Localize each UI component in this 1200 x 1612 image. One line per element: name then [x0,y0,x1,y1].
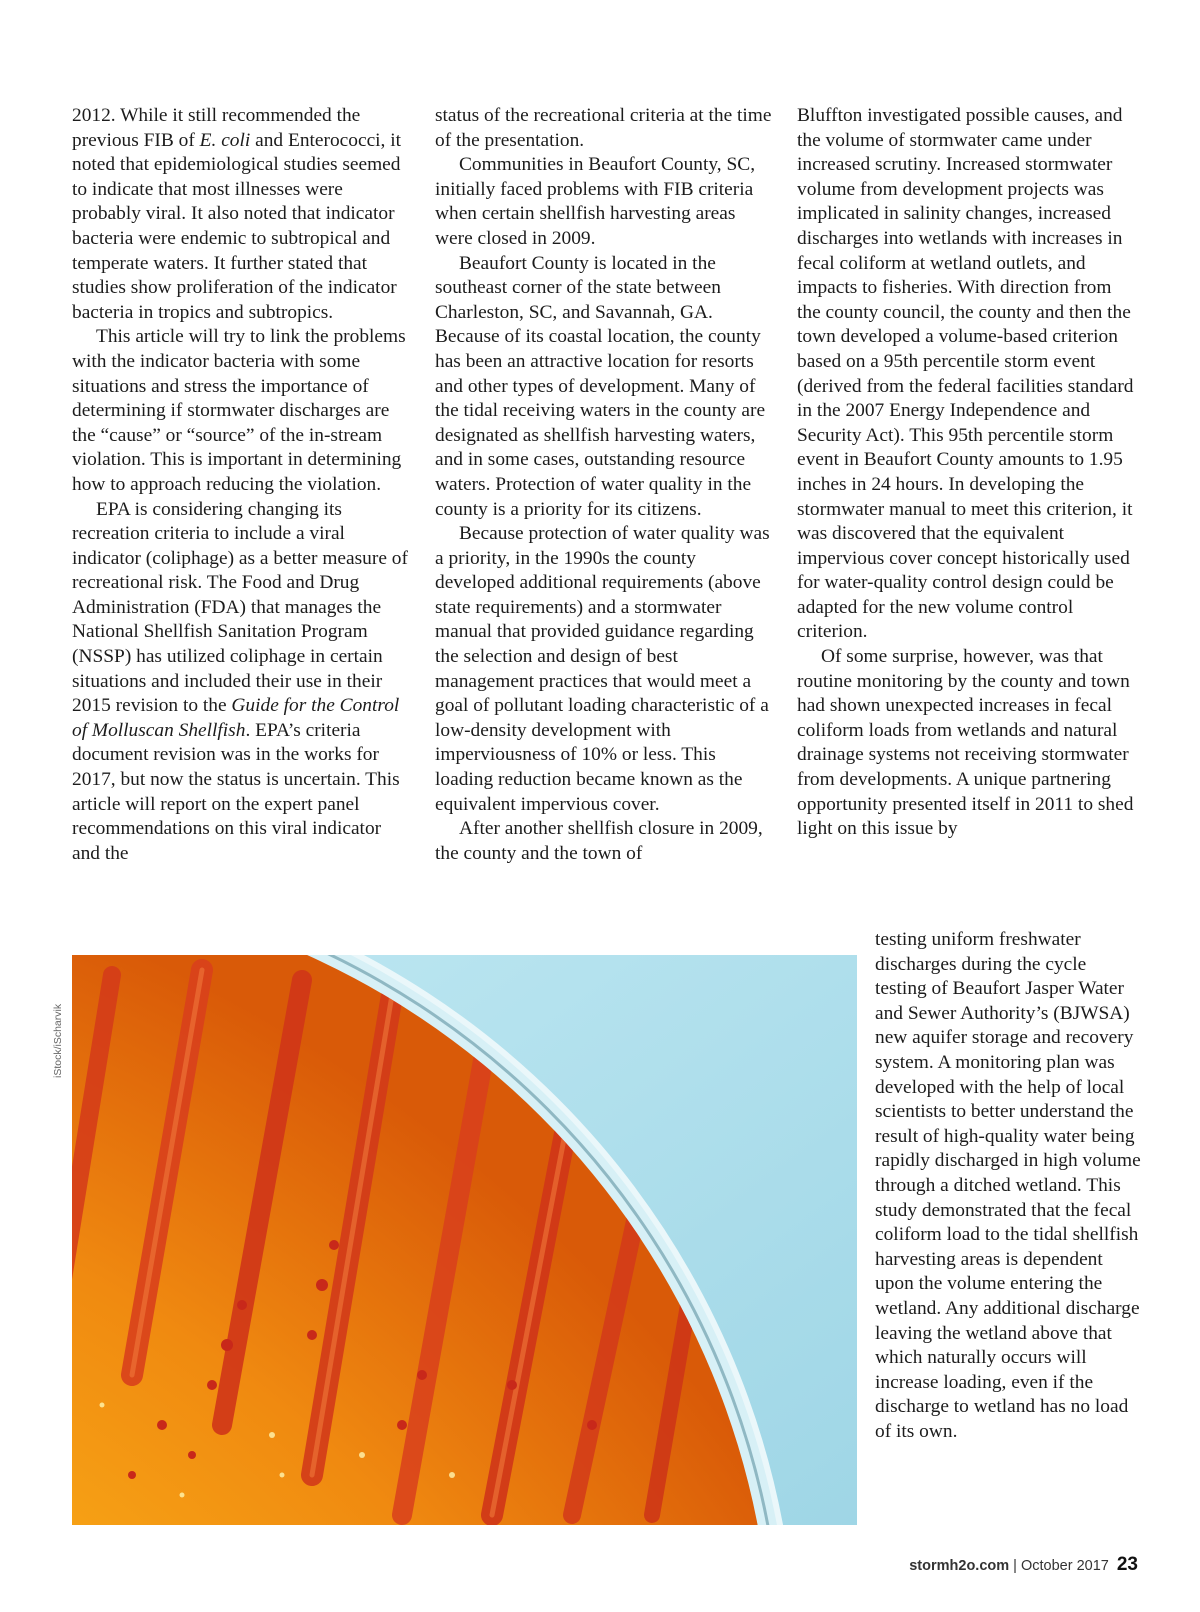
petri-dish-photo [72,955,857,1525]
photo-credit-text: iStock/iScharvik [52,1003,64,1078]
text: and Enterococci, it noted that epidemiological studies seemed to indicate that most illnesses were probably viral. It also noted that indicator bacteria were endemic to subtropical and temperate waters. It further stated that studies show proliferation of the indicator bacteria in tropics and subtropics. [72,129,402,323]
text: . EPA’s criteria document revision was in the works for 2017, but now the status is uncertain. This article will report on the expert panel recommendations on this viral indicator and the [72,719,400,864]
paragraph: Bluffton investigated possible causes, and the volume of stormwater came under increased scrutiny. Increased stormwater volume from development projects was implicated in salinity changes, increased discharges into wetlands with increases in fecal coliform at wetland outlets, and impacts to fisheries. With direction from the county council, the county and then the town developed a volume-based criterion based on a 95th percentile storm event (derived from the federal facilities standard in the 2007 Energy Independence and Security Act). This 95th percentile storm event in Beaufort County amounts to 1.95 inches in 24 hours. In developing the stormwater manual to meet this criterion, it was discovered that the equivalent impervious cover concept historically used for water-quality control design could be adapted for the new volume control criterion. [797,105,1134,643]
article-column-3 [797,104,1139,842]
petri-dish-illustration [72,955,857,1525]
paragraph: After another shellfish closure in 2009, the county and the town of [435,818,763,864]
paragraph: Beaufort County is located in the southeast corner of the state between Charleston, SC, and Savannah, GA. Because of its coastal location, the county has been an attractive location for resorts and other types of development. Many of the tidal receiving waters in the county are designated as shellfish harvesting waters, and in some cases, outstanding resource waters. Protection of water quality in the county is a priority for its citizens. [435,252,766,520]
paragraph: Of some surprise, however, was that routine monitoring by the county and town had shown unexpected increases in fecal coliform loads from wetlands and natural drainage systems not receiving stormwater from developments. A unique partnering opportunity presented itself in 2011 to shed light on this issue by [797,646,1134,840]
text: 2012. While it still recommended the previous FIB of [72,105,361,151]
paragraph: Because protection of water quality was a priority, in the 1990s the county developed additional requirements (above state requirements) and a stormwater manual that provided guidance regarding the selection and design of best management practices that would meet a goal of pollutant loading characteristic of a low-density development with imperviousness of 10% or less. This loading reduction became known as the equivalent impervious cover. [435,523,770,815]
text: EPA is considering changing its recreation criteria to include a viral indicator (coliphage) as a better measure of recreational risk. The Food and Drug Administration (FDA) that manages the National Shellfish Sanitation Program (NSSP) has utilized coliphage in certain situations and included their use in their 2015 revision to the [72,498,408,717]
article-column-3-continued [875,928,1141,1444]
page-number: 23 [1116,1554,1138,1575]
italic-text: Guide for the Control of Molluscan Shellfish [72,695,400,741]
footer-separator: | [1009,1558,1021,1574]
paragraph [72,104,412,325]
paragraph: This article will try to link the problems with the indicator bacteria with some situations and stress the importance of determining if stormwater discharges are the “cause” or “source” of the in-stream violation. This is important in determining how to approach reducing the violation. [72,326,406,495]
article-column-1 [72,104,412,866]
article-column-2 [435,104,775,866]
footer-issue: October 2017 [1020,1558,1109,1574]
paragraph: Communities in Beaufort County, SC, initially faced problems with FIB criteria when certain shellfish harvesting areas were closed in 2009. [435,154,756,249]
paragraph: testing uniform freshwater discharges during the cycle testing of Beaufort Jasper Water and Sewer Authority’s (BJWSA) new aquifer storage and recovery system. A monitoring plan was developed with the help of local scientists to better understand the result of high-quality water being rapidly discharged in high volume through a ditched wetland. This study demonstrated that the fecal coliform load to the tidal shellfish harvesting areas is dependent upon the volume entering the wetland. Any additional discharge leaving the wetland above that which naturally occurs will increase loading, even if the discharge to wetland has no load of its own. [875,929,1141,1442]
page-footer [909,1554,1138,1576]
footer-site: stormh2o.com [909,1558,1010,1574]
paragraph [72,498,412,867]
italic-text: E. coli [199,129,251,151]
paragraph: status of the recreational criteria at the time of the presentation. [435,105,772,151]
photo-credit [52,958,66,1078]
